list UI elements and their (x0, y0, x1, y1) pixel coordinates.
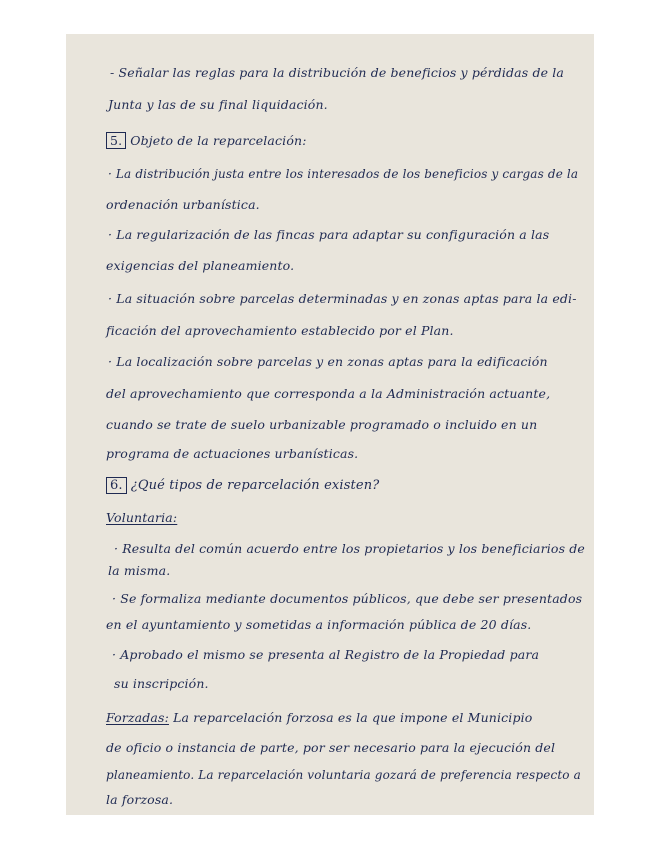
voluntaria-heading: Voluntaria: (106, 510, 178, 525)
text-line: · La situación sobre parcelas determinadas y en zonas aptas para la edi- (108, 291, 577, 306)
section-5-number: 5. (106, 132, 126, 149)
forzadas-text: La reparcelación forzosa es la que impone el Municipio (173, 710, 533, 725)
text-line: de oficio o instancia de parte, por ser necesario para la ejecución del (106, 740, 556, 755)
text-line: · La regularización de las fincas para adaptar su configuración a las (108, 227, 550, 242)
text-line: · Se formaliza mediante documentos públicos, que debe ser presentados (112, 591, 583, 606)
section-6-number: 6. (106, 477, 127, 494)
text-line: exigencias del planeamiento. (106, 258, 295, 273)
notebook-page (66, 34, 594, 815)
text-line: · Aprobado el mismo se presenta al Registro de la Propiedad para (112, 647, 540, 662)
forzadas-paragraph-first-line (106, 710, 532, 725)
text-line: cuando se trate de suelo urbanizable programado o incluido en un (106, 417, 538, 432)
text-line: - Señalar las reglas para la distribución de beneficios y pérdidas de la (110, 65, 565, 80)
text-line: ficación del aprovechamiento establecido por el Plan. (106, 323, 454, 338)
text-line: Junta y las de su final liquidación. (108, 97, 328, 112)
text-line: del aprovechamiento que corresponda a la Administración actuante, (106, 386, 551, 401)
section-6-heading (106, 477, 379, 494)
text-line: · Resulta del común acuerdo entre los propietarios y los beneficiarios de (114, 541, 585, 556)
text-line: · La distribución justa entre los interesados de los beneficios y cargas de la (108, 167, 579, 181)
forzadas-label: Forzadas: (106, 710, 169, 725)
text-line: programa de actuaciones urbanísticas. (106, 446, 359, 461)
text-line: la forzosa. (106, 792, 174, 807)
section-5-title: Objeto de la reparcelación: (130, 133, 307, 148)
text-line: planeamiento. La reparcelación voluntaria gozará de preferencia respecto a (106, 768, 581, 782)
text-line: la misma. (108, 563, 171, 578)
text-line: ordenación urbanística. (106, 197, 260, 212)
text-line: en el ayuntamiento y sometidas a información pública de 20 días. (106, 617, 532, 632)
section-5-heading (106, 132, 307, 149)
text-line: su inscripción. (114, 676, 209, 691)
text-line: · La localización sobre parcelas y en zonas aptas para la edificación (108, 354, 548, 369)
section-6-title: ¿Qué tipos de reparcelación existen? (130, 478, 380, 493)
